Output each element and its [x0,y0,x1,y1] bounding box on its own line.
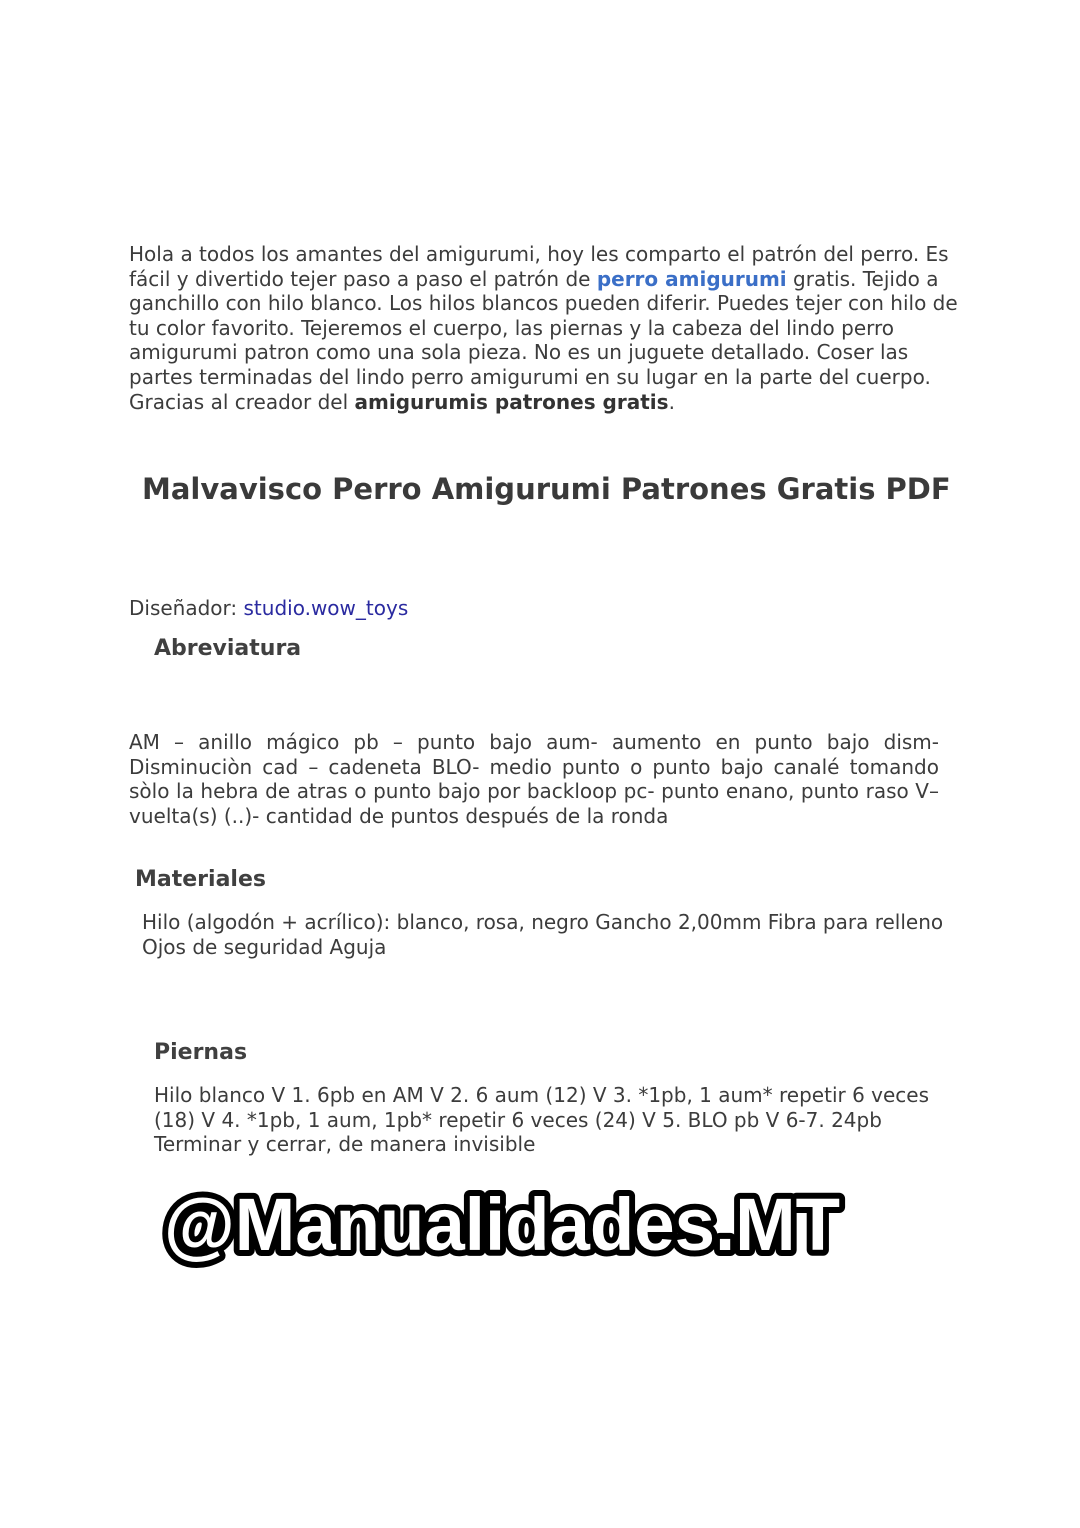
abbreviations-heading: Abreviatura [154,636,302,661]
intro-end: . [668,389,675,414]
watermark [160,1178,860,1268]
intro-paragraph [129,242,959,414]
watermark-text: @Manualidades.MT [164,1183,840,1266]
materials-heading: Materiales [135,867,266,892]
legs-heading: Piernas [154,1040,248,1065]
designer-label: Diseñador: [129,596,244,620]
perro-amigurumi-link[interactable]: perro amigurumi [596,266,787,291]
designer-line [129,596,408,621]
abbreviations-text: AM – anillo mágico pb – punto bajo aum- aumento en punto bajo dism- Disminuciòn cad – cadeneta BLO- medio punto o punto bajo canalé tomando sòlo la hebra de atras o punto bajo por backloop pc- punto enano, punto raso V– vuelta(s) (..)- cantidad de puntos después de la ronda [129,730,939,828]
materials-text: Hilo (algodón + acrílico): blanco, rosa, negro Gancho 2,00mm Fibra para relleno Ojos de seguridad Aguja [142,910,944,959]
intro-text-start: Hola a todos los amantes del amigurumi, hoy les comparto el patrón del perro. Es fácil y divertido tejer paso a paso el patrón de [129,242,949,291]
legs-text: Hilo blanco V 1. 6pb en AM V 2. 6 aum (12) V 3. *1pb, 1 aum* repetir 6 veces (18) V 4. *1pb, 1 aum, 1pb* repetir 6 veces (24) V 5. BLO pb V 6-7. 24pb Terminar y cerrar, de manera invisible [154,1083,930,1157]
intro-bold-text: amigurumis patrones gratis [354,389,669,414]
intro-text-middle: gratis. Tejido a ganchillo con hilo blanco. Los hilos blancos pueden diferir. Puedes tejer con hilo de tu color favorito. Tejeremos el cuerpo, las piernas y la cabeza del lindo perro amigurumi patron como una sola pieza. No es un juguete detallado. Coser las partes terminadas del lindo perro amigurumi en su lugar en la parte del cuerpo. Gracias al creador del [129,266,958,414]
designer-link[interactable]: studio.wow_toys [243,596,409,620]
page-title: Malvavisco Perro Amigurumi Patrones Gratis PDF [142,472,951,506]
